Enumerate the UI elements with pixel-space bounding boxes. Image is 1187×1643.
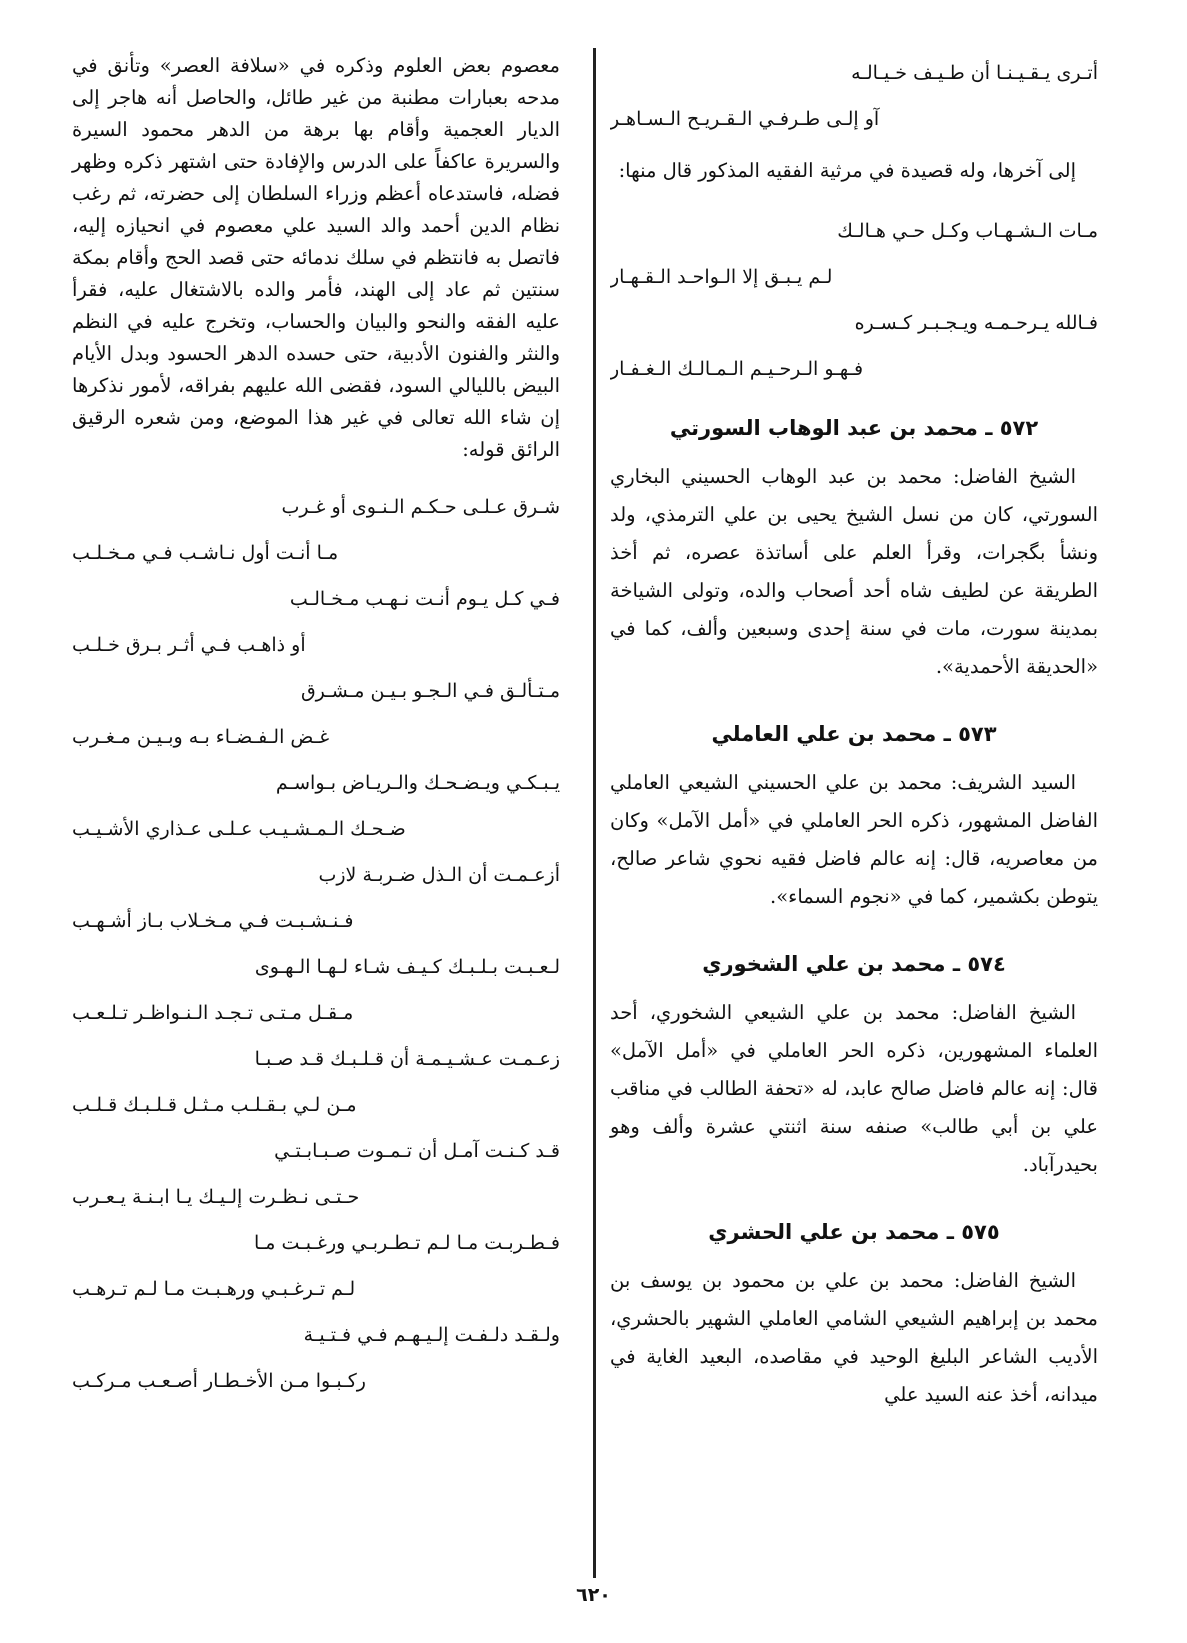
paragraph: إلى آخرها، وله قصيدة في مرثية الفقيه المذكور قال منها: [618,159,1076,182]
entry-heading: ٥٧٣ ـ محمد بن علي العاملي [711,722,997,746]
poem-line: زعـمـت عـشـيـمـة أن قـلـبـك قـد صـبـا [254,1048,560,1070]
poem-line: ركـبـوا مـن الأخـطـار أصـعـب مـركـب [72,1370,366,1392]
entry-heading: ٥٧٥ ـ محمد بن علي الحشري [708,1220,1000,1244]
verse-line: لـم يـبـق إلا الـواحـد الـقـهـار [610,266,833,288]
poem-line: ولـقـد دلـفـت إلـيـهـم فـي فـتـيـة [303,1324,560,1346]
poem-line: فـي كـل يـوم أنـت نـهـب مـخـالـب [289,588,560,610]
poem-line: شـرق عـلـى حـكـم الـنـوى أو غـرب [281,496,560,518]
entry-text: السيد الشريف: محمد بن علي الحسيني الشيعي العاملي الفاضل المشهور، ذكره الحر العاملي في «أمل الآمل» وكان من معاصريه، قال: إنه عالم فاضل فقيه نحوي شاعر صالح، يتوطن بكشمير، كما في «نجوم السماء». [610,771,1098,908]
poem-line: مـا أنـت أول نـاشـب فـي مـخـلـب [72,542,339,564]
poem-line: لـم تـرغـبـي ورهـبـت مـا لـم تـرهـب [72,1278,356,1300]
verse-line: فـالله يـرحـمـه ويـجـبـر كـسـره [854,312,1098,334]
verse-line: فـهـو الـرحـيـم الـمـالـك الـغـفـار [610,358,864,380]
poem-line: غـض الـفـضـاء بـه وبـيـن مـغـرب [72,726,330,748]
left-column [72,50,560,1404]
verse-line: أتـرى يـقـيـنـا أن طـيـف خـيـالـه [851,62,1098,84]
poem-line: لـعـبـت بـلـبـك كـيـف شـاء لـهـا الـهـوى [254,956,560,978]
page-number: ٦٢٠ [576,1584,611,1606]
entry-text: الشيخ الفاضل: محمد بن عبد الوهاب الحسيني البخاري السورتي، كان من نسل الشيخ يحيى بن علي الترمذي، ولد ونشأ بگجرات، وقرأ العلم على أساتذة عصره، ثم أخذ الطريقة عن لطيف شاه أحد أصحاب والده، وتولى الشياخة بمدينة سورت، مات في سنة إحدى وسبعين وألف، كما في «الحديقة الأحمدية». [610,465,1098,678]
entry-text: الشيخ الفاضل: محمد بن علي بن محمود بن يوسف بن محمد بن إبراهيم الشيعي الشامي العاملي الشهير بالحشري، الأديب الشاعر البليغ الوحيد في مقاصده، البعيد الغاية في ميدانه، أخذ عنه السيد علي [610,1269,1098,1406]
poem-line: فـنـشـبـت فـي مـخـلاب بـاز أشـهـب [72,910,354,932]
poem-line: حـتـى نـظـرت إلـيـك يـا ابـنـة يـعـرب [72,1186,360,1208]
right-column [610,50,1098,1414]
verse-line: آو إلـى طـرفـي الـقـريـح الـسـاهـر [610,108,880,130]
poem-line: قـد كـنـت آمـل أن تـمـوت صـبـابـتـي [274,1140,560,1162]
entry-text: الشيخ الفاضل: محمد بن علي الشيعي الشخوري، أحد العلماء المشهورين، ذكره الحر العاملي في «أمل الآمل» قال: إنه عالم فاضل صالح عابد، له «تحفة الطالب في مناقب علي بن أبي طالب» صنفه سنة اثنتي عشرة وألف وهو بحيدرآباد. [610,1001,1098,1176]
poem-line: يـبـكـي ويـضـحـك والـريـاض بـواسـم [275,772,560,794]
poem-line: أو ذاهـب فـي أثـر بـرق خـلـب [72,634,306,656]
entry-heading: ٥٧٤ ـ محمد بن علي الشخوري [702,952,1006,976]
poem-line: مـن لـي بـقـلـب مـثـل قـلـبـك قـلـب [72,1094,357,1116]
poem-line: مـتـألـق فـي الـجـو بـيـن مـشـرق [300,680,560,702]
poem-line: ضـحـك الـمـشـيـب عـلـى عـذاري الأشـيـب [72,818,406,840]
poem-line: فـطـربـت مـا لـم تـطـربـي ورغـبـت مـا [253,1232,560,1254]
poem-line: أزعـمـت أن الـذل ضـربـة لازب [318,864,560,886]
verse-line: مـات الـشـهـاب وكـل حـي هـالـك [837,220,1098,242]
column-divider [593,48,596,1578]
entry-heading: ٥٧٢ ـ محمد بن عبد الوهاب السورتي [669,416,1039,440]
poem-line: مـقـل مـتـى تـجـد الـنـواظـر تـلـعـب [72,1002,354,1024]
paragraph: معصوم بعض العلوم وذكره في «سلافة العصر» وتأنق في مدحه بعبارات مطنبة من غير طائل، والحاصل أنه هاجر إلى الديار العجمية وأقام بها برهة من الدهر محمود السيرة والسريرة عاكفاً على الدرس والإفادة حتى اشتهر ذكره وظهر فضله، فاستدعاه أعظم وزراء السلطان إلى حضرته، ثم رغب نظام الدين أحمد والد السيد علي معصوم في انحيازه إليه، فاتصل به فانتظم في سلك ندمائه حتى قصد الحج وأقام بمكة سنتين ثم عاد إلى الهند، فأمر والده بالاشتغال عليه، فقرأ عليه الفقه والنحو والبيان والحساب، وتخرج عليه في النظم والنثر والفنون الأدبية، حتى حسده الدهر الحسود وبدل الأيام البيض بالليالي السود، فقضى الله عليهم بفراقه، لأمور نذكرها إن شاء الله تعالى في غير هذا الموضع، ومن شعره الرقيق الرائق قوله: [72,54,560,461]
